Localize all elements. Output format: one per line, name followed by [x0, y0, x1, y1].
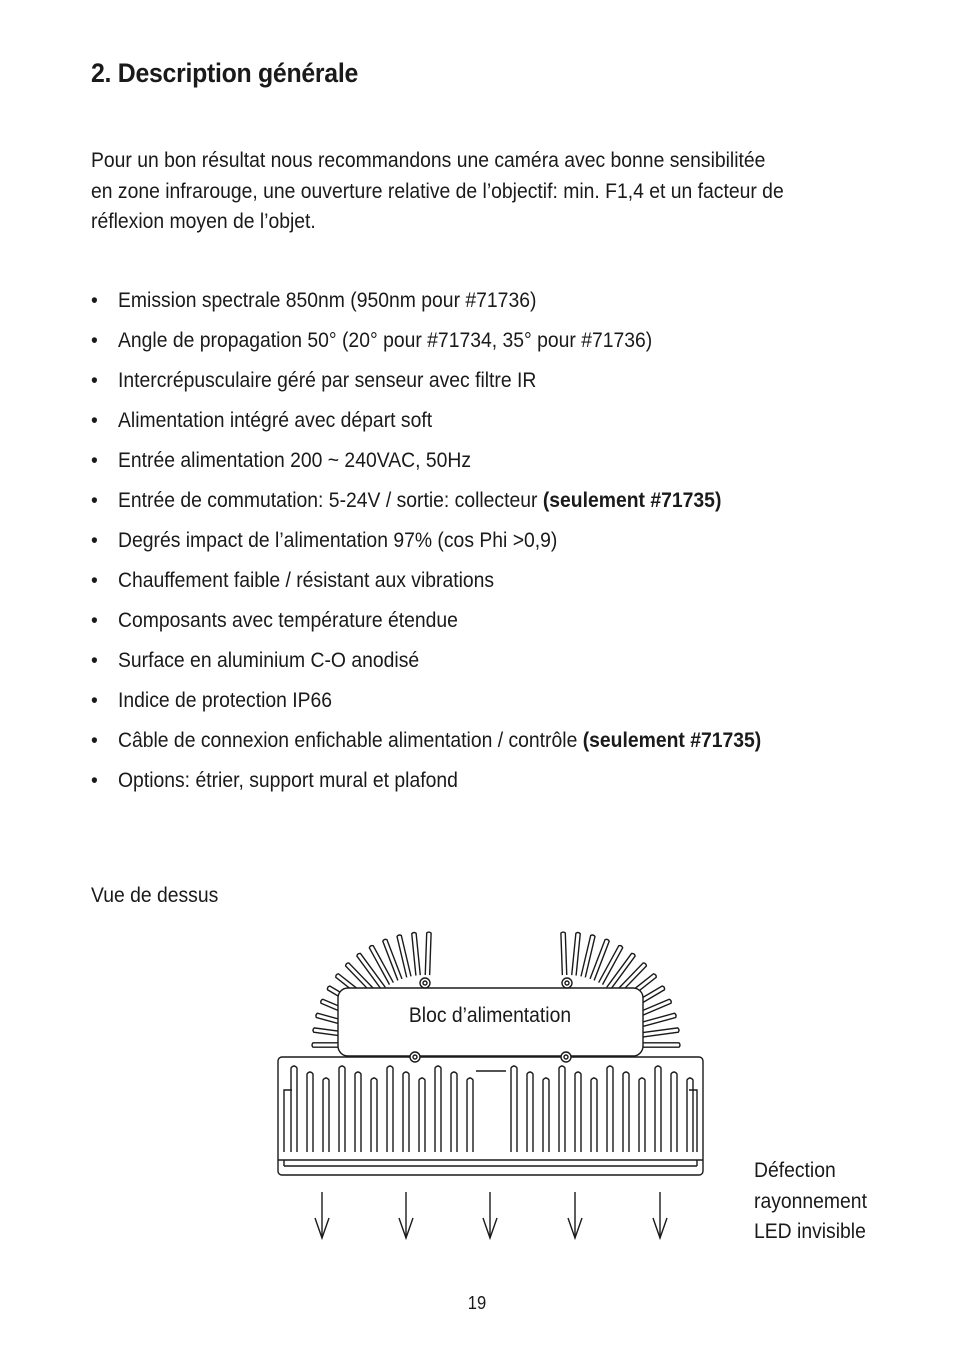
list-item	[91, 525, 761, 565]
bullet-icon: •	[91, 568, 98, 592]
bullet-icon: •	[91, 328, 98, 352]
item-text: Surface en aluminium C-O anodisé	[118, 648, 420, 672]
bullet-icon: •	[91, 608, 98, 632]
list-item	[91, 325, 761, 365]
bullet-icon: •	[91, 728, 98, 752]
intro-line: Pour un bon résultat nous recommandons une caméra avec bonne sensibilitée	[91, 148, 766, 172]
item-text: Câble de connexion enfichable alimentation / contrôle	[118, 728, 583, 752]
fin	[412, 933, 421, 976]
item-text: Chauffement faible / résistant aux vibrations	[118, 568, 495, 592]
list-item	[91, 725, 761, 765]
list-item	[91, 605, 761, 645]
intro-line: réflexion moyen de l’objet.	[91, 209, 316, 233]
bullet-icon: •	[91, 408, 98, 432]
fin	[572, 933, 581, 976]
item-text: Intercrépusculaire géré par senseur avec filtre IR	[118, 368, 537, 392]
figure-caption: Vue de dessus	[91, 883, 219, 907]
item-text: Alimentation intégré avec départ soft	[118, 408, 433, 432]
intro-line: en zone infrarouge, une ouverture relative de l’objectif: min. F1,4 et un facteur de	[91, 178, 784, 203]
item-text: Entrée de commutation: 5-24V / sortie: collecteur	[118, 488, 543, 512]
item-text: Degrés impact de l’alimentation 97% (cos Phi >0,9)	[118, 528, 558, 552]
infrared-beam-arrows	[315, 1192, 667, 1238]
item-text: Options: étrier, support mural et plafond	[118, 768, 458, 792]
item-text: Composants avec température étendue	[118, 608, 458, 632]
page-number: 19	[467, 1293, 487, 1313]
beam-note-line: rayonnement	[754, 1188, 867, 1213]
item-text: Angle de propagation 50° (20° pour #71734, 35° pour #71736)	[118, 328, 653, 352]
bullet-icon: •	[91, 528, 98, 552]
bullet-icon: •	[91, 448, 98, 472]
list-item	[91, 285, 761, 325]
bullet-icon: •	[91, 648, 98, 672]
bullet-icon: •	[91, 488, 98, 512]
list-item	[91, 645, 761, 685]
item-text: Entrée alimentation 200 ~ 240VAC, 50Hz	[118, 448, 471, 472]
list-item	[91, 445, 761, 485]
item-bold: (seulement #71735)	[542, 488, 722, 512]
list-item	[91, 765, 761, 805]
beam-note-line: LED invisible	[754, 1219, 866, 1243]
list-item	[91, 685, 761, 725]
list-item	[91, 565, 761, 605]
item-bold: (seulement #71735)	[582, 728, 762, 752]
bullet-icon: •	[91, 368, 98, 392]
page-title: 2. Description générale	[91, 58, 359, 88]
fin	[425, 932, 431, 975]
beam-note	[754, 1155, 867, 1247]
bullet-icon: •	[91, 688, 98, 712]
list-item	[91, 485, 761, 525]
bullet-icon: •	[91, 768, 98, 792]
bullet-icon: •	[91, 288, 98, 312]
heatsink-top-view-diagram	[270, 930, 720, 1260]
fin	[561, 932, 567, 975]
item-text: Emission spectrale 850nm (950nm pour #71736)	[118, 288, 537, 312]
intro-paragraph	[91, 145, 829, 237]
list-item	[91, 365, 761, 405]
psu-label: Bloc d’alimentation	[408, 1004, 572, 1027]
item-text: Indice de protection IP66	[118, 688, 333, 712]
feature-list	[91, 285, 761, 805]
beam-note-line: Défection	[754, 1158, 836, 1182]
list-item	[91, 405, 761, 445]
